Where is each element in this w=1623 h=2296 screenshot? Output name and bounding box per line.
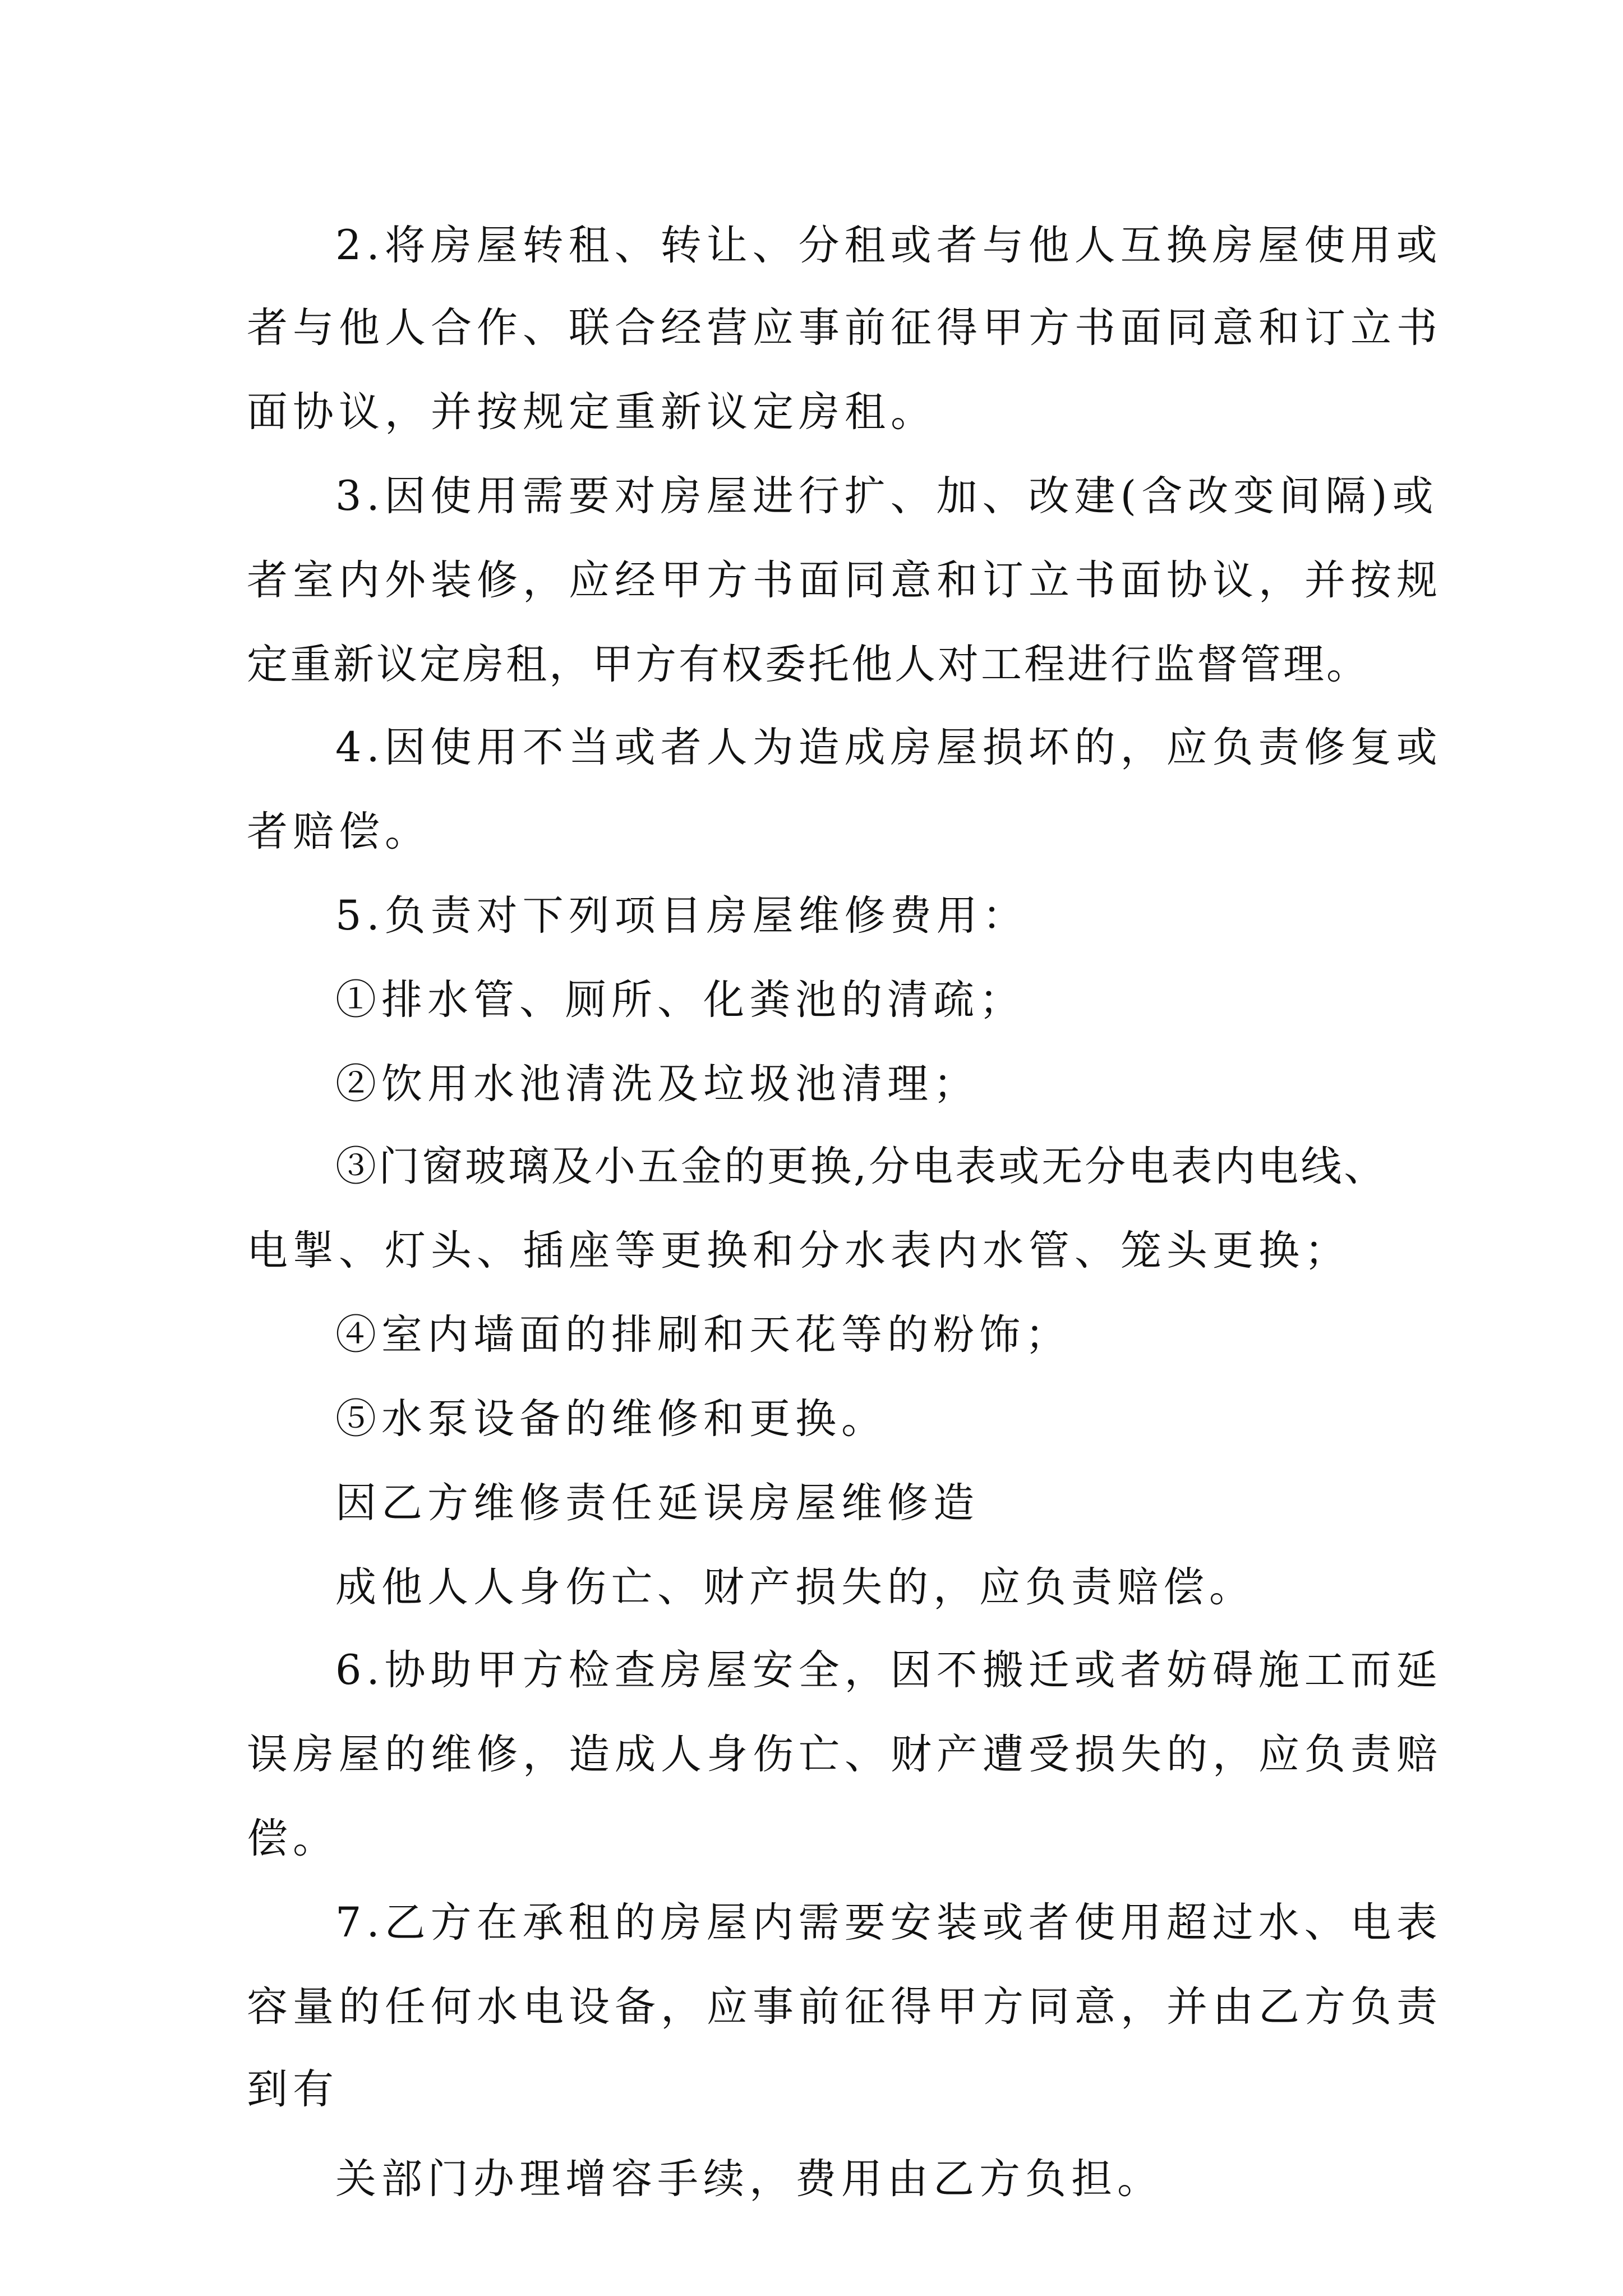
text-line: 电掣、灯头、插座等更换和分水表内水管、笼头更换；: [247, 1227, 1350, 1274]
text-line: ⑤水泵设备的维修和更换。: [335, 1395, 887, 1443]
text-line: 4.因使用不当或者人为造成房屋损坏的，应负责修复或: [335, 724, 1442, 771]
text-line: 误房屋的维修，造成人身伤亡、财产遭受损失的，应负责赔: [247, 1731, 1442, 1778]
text-line: 到有: [247, 2065, 339, 2113]
text-line: 偿。: [247, 1815, 339, 1862]
text-line: 3.因使用需要对房屋进行扩、加、改建(含改变间隔)或: [335, 472, 1438, 520]
text-line: ②饮用水池清洗及垃圾池清理；: [335, 1060, 979, 1108]
text-line: ①排水管、厕所、化粪池的清疏；: [335, 976, 1025, 1024]
text-line: 容量的任何水电设备，应事前征得甲方同意，并由乙方负责: [247, 1983, 1442, 2031]
text-line: 关部门办理增容手续，费用由乙方负担。: [335, 2155, 1163, 2203]
text-line: 者室内外装修，应经甲方书面同意和订立书面协议，并按规: [247, 556, 1442, 604]
text-line: ③门窗玻璃及小五金的更换,分电表或无分电表内电线、: [335, 1143, 1387, 1190]
text-line: 者与他人合作、联合经营应事前征得甲方书面同意和订立书: [247, 304, 1442, 352]
text-line: 成他人人身伤亡、财产损失的，应负责赔偿。: [335, 1563, 1255, 1611]
text-line: 5.负责对下列项目房屋维修费用：: [335, 892, 1029, 940]
text-line: 因乙方维修责任延误房屋维修造: [335, 1479, 979, 1527]
text-line: 定重新议定房租，甲方有权委托他人对工程进行监督管理。: [247, 641, 1370, 688]
text-line: 者赔偿。: [247, 808, 431, 855]
text-line: 2.将房屋转租、转让、分租或者与他人互换房屋使用或: [335, 222, 1442, 269]
text-line: 6.协助甲方检查房屋安全，因不搬迁或者妨碍施工而延: [335, 1646, 1442, 1694]
text-line: 7.乙方在承租的房屋内需要安装或者使用超过水、电表: [335, 1899, 1442, 1947]
text-line: ④室内墙面的排刷和天花等的粉饰；: [335, 1311, 1071, 1359]
text-line: 面协议，并按规定重新议定房租。: [247, 388, 937, 436]
